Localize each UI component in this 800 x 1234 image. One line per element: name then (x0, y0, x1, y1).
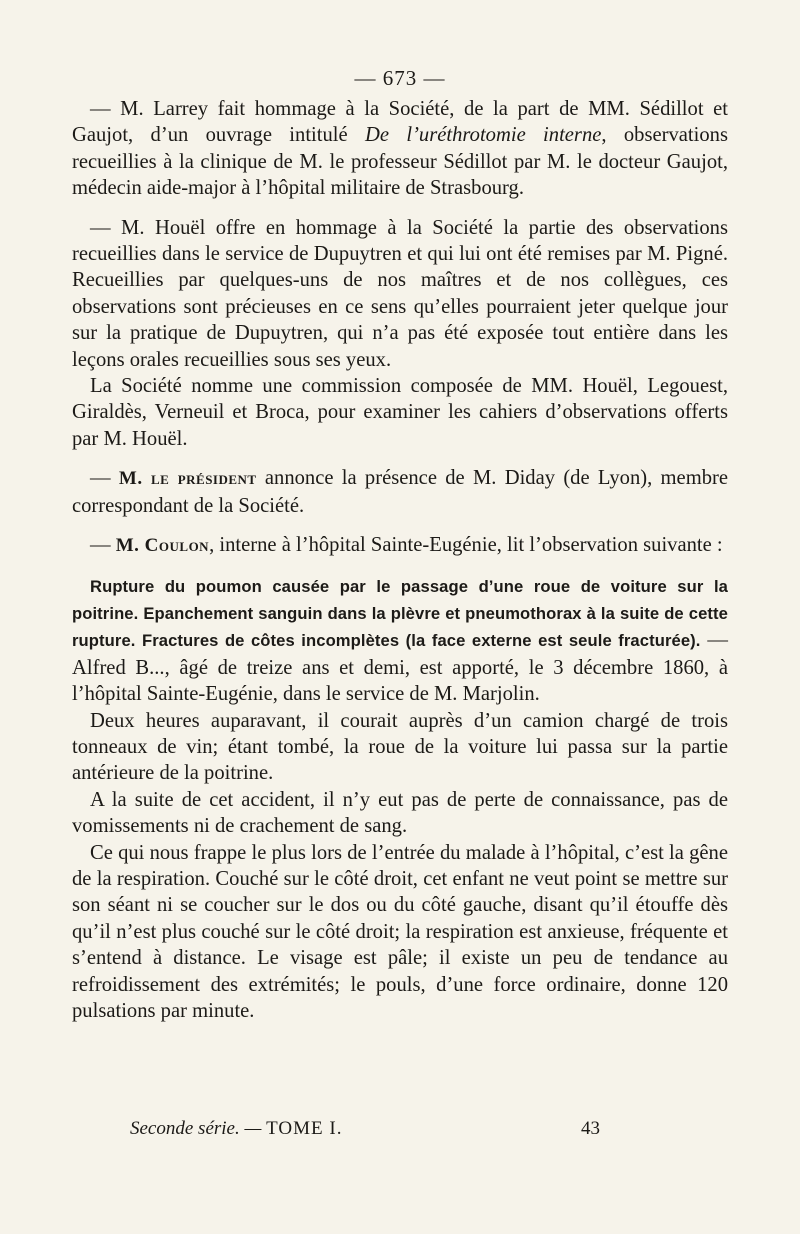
paragraph-accident: Deux heures auparavant, il courait auprès d’un camion chargé de trois tonneaux de vin; étant tombé, la roue de la voiture lui passa sur la partie antérieure de la poitrine. (72, 709, 728, 785)
president-text: annonce la présence de M. Diday (de Lyon), membre correspondant de la Société. (72, 467, 729, 517)
case-paragraph (72, 573, 728, 708)
signature-mark: 43 (581, 1118, 600, 1139)
page-body (72, 96, 728, 1024)
paragraph-larrey-text-a: — M. Larrey fait hommage à la Société, de la part de MM. Sédillot et Gaujot, d’un ouvrage intitulé (72, 98, 728, 147)
coulon-text: , interne à l’hôpital Sainte-Eugénie, lit l’observation suivante : (209, 534, 723, 557)
paragraph-symptoms: Ce qui nous frappe le plus lors de l’entrée du malade à l’hôpital, c’est la gêne de la respiration. Couché sur le côté droit, cet enfant ne veut point se mettre sur son séant ni se coucher sur le dos ou du côté gauche, disant qu’il étouffe dès qu’il n’est plus couché sur le côté droit; la respiration est anxieuse, fréquente et s’entend à distance. Le visage est pâle; il existe un peu de tendance au refroidissement des extrémités; le pouls, d’une force ordinaire, donne 120 pulsations par minute. (72, 841, 728, 1022)
footer-series (130, 1118, 342, 1140)
tome-label: TOME I. (266, 1118, 343, 1139)
coulon-name: M. Coulon (115, 535, 210, 557)
paragraph-larrey-text-b: , observations recueillies à la clinique de M. le professeur Sédillot par M. le docteur Gaujot, médecin aide-major à l’hôpital militaire de Strasbourg. (72, 124, 728, 200)
series-label: Seconde série. (130, 1118, 240, 1139)
case-intro: — Alfred B..., âgé de treize ans et demi, est apporté, le 3 décembre 1860, à l’hôpital Sainte-Eugénie, dans le service de M. Marjolin. (72, 629, 728, 706)
paragraph-consequences: A la suite de cet accident, il n’y eut pas de perte de connaissance, pas de vomissements ni de crachement de sang. (72, 788, 728, 838)
page-number: — 673 — (354, 66, 446, 90)
dash: — (90, 534, 116, 557)
dash: — (90, 467, 119, 490)
paragraph-houel: — M. Houël offre en hommage à la Société la partie des observations recueillies dans le service de Dupuytren et qui lui ont été remises par M. Pigné. Recueillies par quelques-uns de nos maîtres et de nos collègues, ces observations sont précieuses en ce sens qu’elles pourraient jeter quelque jour sur la pratique de Dupuytren, qui n’a pas été exposée tout entière dans les leçons orales recueillies sous ses yeux. (72, 216, 728, 371)
president-name: M. le président (118, 468, 257, 490)
page-footer (130, 1118, 600, 1140)
paragraph-commission: La Société nomme une commission composée de MM. Houël, Legouest, Giraldès, Verneuil et Broca, pour examiner les cahiers d’observations offerts par M. Houël. (72, 375, 728, 450)
book-title: De l’uréthrotomie interne (365, 124, 602, 147)
case-title: Rupture du poumon causée par le passage d’une roue de voiture sur la poitrine. Epanchement sanguin dans la plèvre et pneumothorax à la suite de cette rupture. Fractures de côtes incomplètes (la face externe est seule fracturée). (72, 576, 728, 651)
paragraph-larrey (72, 96, 728, 202)
footer-dash: — (239, 1118, 267, 1139)
paragraph-president (72, 465, 728, 519)
paragraph-coulon (72, 532, 728, 559)
